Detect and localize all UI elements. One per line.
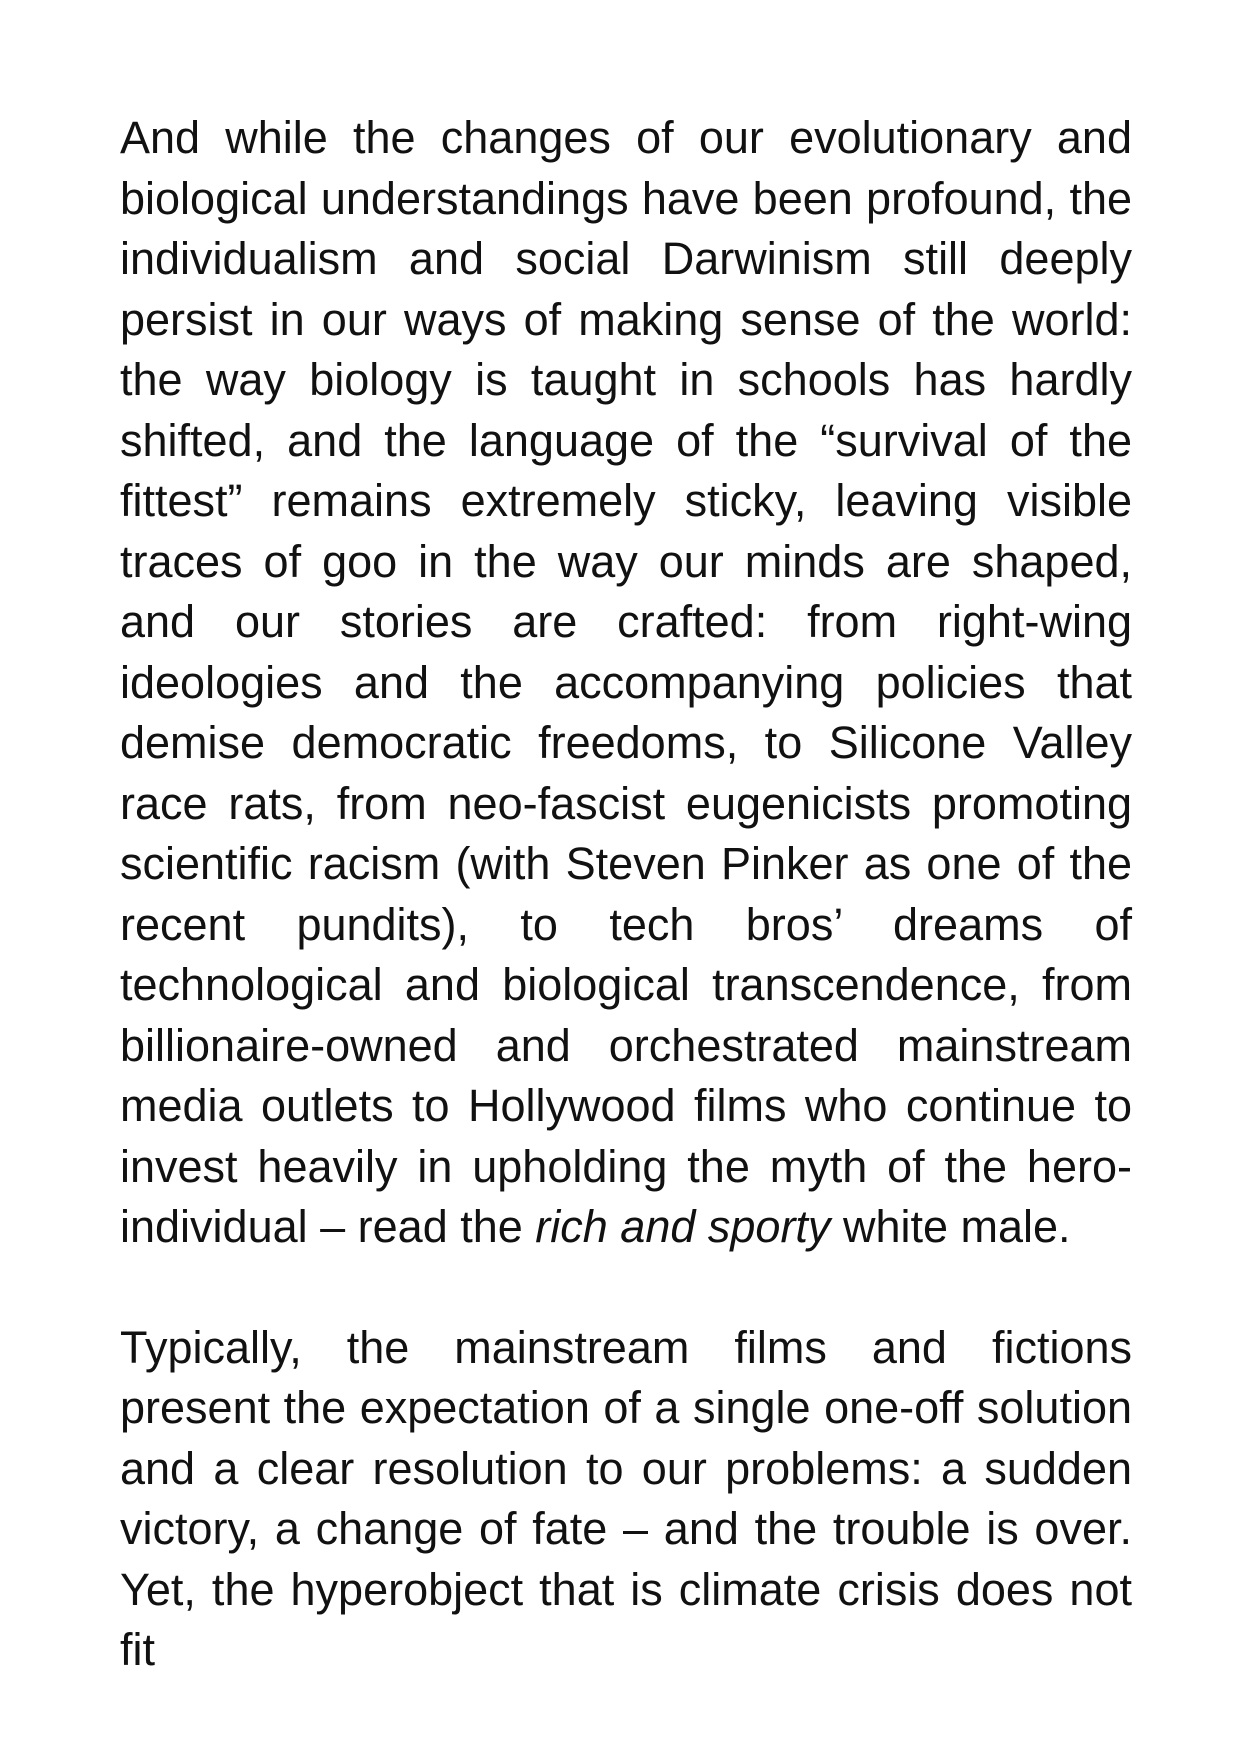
paragraph-1-italic-phrase: rich and sporty (535, 1201, 831, 1252)
paragraph-1 (120, 108, 1132, 1258)
paragraph-2: Typically, the mainstream films and fictions present the expectation of a single one-off solution and a clear resolution to our problems: a sudden victory, a change of fate – and the trouble is over. Yet, the hyperobject that is climate crisis does not fit (120, 1321, 1132, 1675)
page-body (120, 108, 1132, 1681)
paragraph-1-text-end: white male. (830, 1201, 1071, 1252)
paragraph-1-text-start: And while the changes of our evolutionary and biological understandings have been profound, the individualism and social Darwinism still deeply persist in our ways of making sense of the world: the way biology is taught in schools has hardly shifted, and the language of the “survival of the fittest” remains extremely sticky, leaving visible traces of goo in the way our minds are shaped, and our stories are crafted: from right-wing ideologies and the accompanying policies that demise democratic freedoms, to Silicone Valley race rats, from neo-fascist eugenicists promoting scientific racism (with Steven Pinker as one of the recent pundits), to tech bros’ dreams of technological and biological transcendence, from billionaire-owned and orchestrated mainstream media outlets to Hollywood films who continue to invest heavily in upholding the myth of the hero-individual – read the (120, 112, 1132, 1252)
